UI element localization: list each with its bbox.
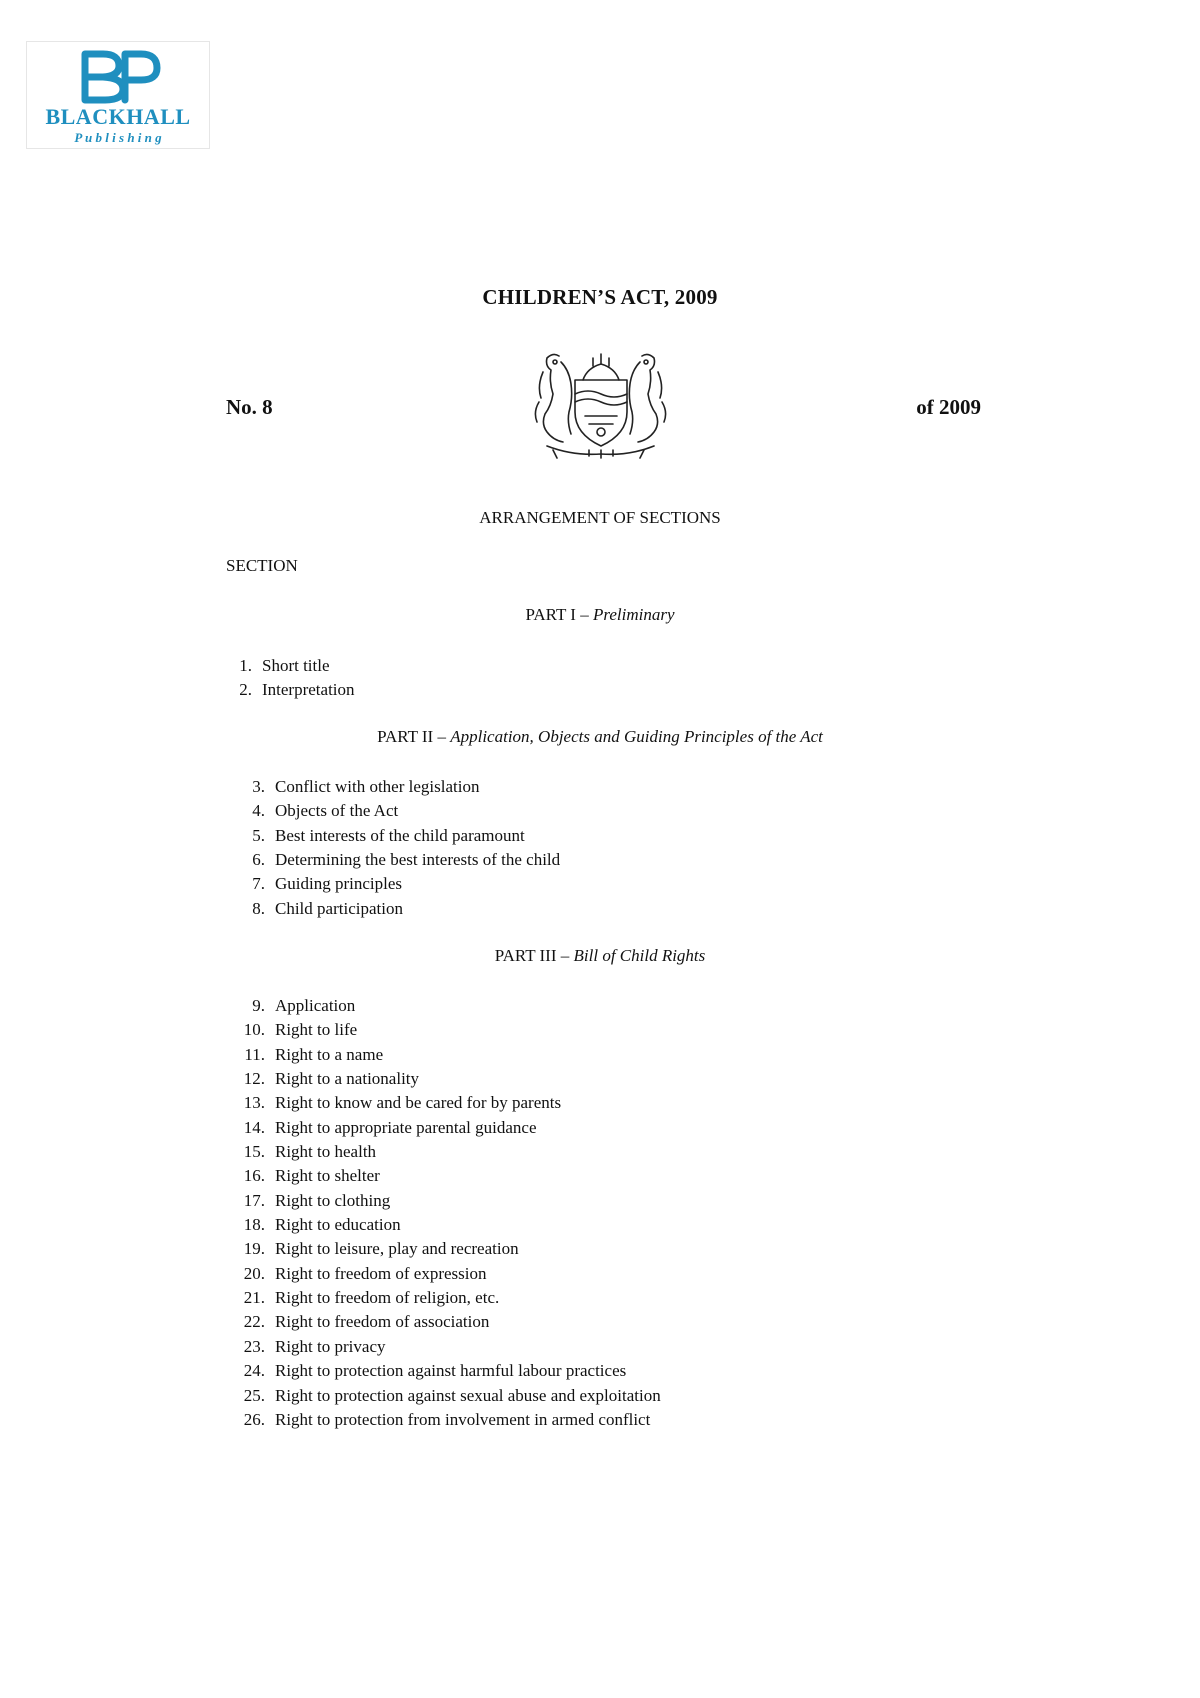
list-item xyxy=(243,1384,661,1408)
section-number: 1. xyxy=(239,656,252,675)
list-item xyxy=(243,1262,661,1286)
part-heading xyxy=(0,605,1200,625)
section-number: 8. xyxy=(252,898,265,918)
section-title: Right to freedom of expression xyxy=(275,1263,487,1283)
part-prefix: PART I – xyxy=(525,605,593,624)
logo-subtitle: P u b l i s h i n g xyxy=(74,130,162,145)
section-title: Determining the best interests of the child xyxy=(275,850,561,870)
list-item xyxy=(243,1140,661,1164)
section-title: Right to appropriate parental guidance xyxy=(275,1117,537,1137)
section-title: Objects of the Act xyxy=(275,801,399,821)
section-title: Right to protection against harmful labour practices xyxy=(275,1361,627,1381)
section-list xyxy=(252,775,561,921)
list-item xyxy=(252,848,561,872)
list-item xyxy=(243,1335,661,1359)
part-heading xyxy=(0,727,1200,747)
section-number: 11. xyxy=(244,1044,265,1064)
section-number: 20. xyxy=(243,1263,265,1283)
section-number: 10. xyxy=(243,1020,265,1040)
list-item xyxy=(243,1213,661,1237)
list-item xyxy=(243,1164,661,1188)
section-number: 22. xyxy=(243,1312,265,1332)
list-item xyxy=(252,897,560,921)
section-number: 17. xyxy=(243,1190,265,1210)
section-title: Best interests of the child paramount xyxy=(275,825,525,845)
section-number: 13. xyxy=(243,1093,265,1113)
section-title: Right to protection from involvement in armed conflict xyxy=(275,1409,651,1429)
list-item xyxy=(252,872,560,896)
section-list xyxy=(239,654,355,703)
section-title: Right to a nationality xyxy=(275,1069,420,1089)
section-title: Interpretation xyxy=(262,680,355,700)
section-title: Child participation xyxy=(275,898,403,918)
section-column-label: SECTION xyxy=(226,556,298,575)
section-title: Conflict with other legislation xyxy=(275,777,480,796)
section-title: Right to leisure, play and recreation xyxy=(275,1239,519,1259)
section-number: 16. xyxy=(243,1166,265,1186)
logo-name: BLACKHALL xyxy=(45,104,191,129)
part-prefix: PART III – xyxy=(494,946,574,965)
section-title: Right to health xyxy=(275,1142,377,1162)
list-item xyxy=(243,1018,661,1042)
list-item xyxy=(252,824,560,848)
section-number: 23. xyxy=(243,1336,265,1356)
list-item xyxy=(243,1091,661,1115)
section-list xyxy=(243,994,661,1432)
list-item xyxy=(243,1189,661,1213)
section-number: 21. xyxy=(243,1288,265,1308)
section-title: Right to a name xyxy=(275,1044,384,1064)
list-item xyxy=(243,1408,661,1432)
section-title: Right to know and be cared for by parents xyxy=(275,1093,562,1113)
list-item xyxy=(252,775,560,799)
section-title: Right to protection against sexual abuse and exploitation xyxy=(275,1385,661,1405)
section-number: 19. xyxy=(243,1239,265,1259)
section-title: Right to freedom of association xyxy=(275,1312,490,1332)
section-number: 4. xyxy=(252,801,265,821)
section-number: 3. xyxy=(252,777,265,796)
list-item xyxy=(243,1067,661,1091)
section-title: Right to education xyxy=(275,1215,401,1235)
section-title: Right to privacy xyxy=(275,1336,386,1356)
act-number: No. 8 xyxy=(226,395,273,419)
section-title: Right to clothing xyxy=(275,1190,391,1210)
part-title: Application, Objects and Guiding Principles of the Act xyxy=(450,727,823,746)
blackhall-logo-icon xyxy=(27,42,209,148)
coat-of-arms-icon xyxy=(523,342,678,462)
list-item xyxy=(243,1359,661,1383)
section-title: Right to shelter xyxy=(275,1166,380,1186)
list-item xyxy=(252,799,560,823)
list-item xyxy=(252,994,661,1018)
section-number: 18. xyxy=(243,1215,265,1235)
list-item xyxy=(243,1310,661,1334)
section-number: 12. xyxy=(243,1069,265,1089)
section-number: 26. xyxy=(243,1409,265,1429)
section-number: 5. xyxy=(252,825,265,845)
section-number: 6. xyxy=(252,850,265,870)
part-title: Bill of Child Rights xyxy=(573,946,706,965)
list-item xyxy=(239,654,355,678)
section-number: 2. xyxy=(239,680,252,700)
section-title: Right to freedom of religion, etc. xyxy=(275,1288,500,1308)
publisher-logo xyxy=(26,41,210,149)
section-title: Short title xyxy=(262,656,330,675)
section-number: 24. xyxy=(243,1361,265,1381)
section-title: Right to life xyxy=(275,1020,358,1040)
section-title: Guiding principles xyxy=(275,874,403,894)
list-item xyxy=(243,1286,661,1310)
act-year: of 2009 xyxy=(916,395,981,419)
part-prefix: PART II – xyxy=(377,727,451,746)
list-item xyxy=(239,678,355,702)
section-number: 7. xyxy=(252,874,265,894)
act-title: CHILDREN’S ACT, 2009 xyxy=(482,285,718,309)
section-number: 14. xyxy=(243,1117,265,1137)
section-number: 15. xyxy=(243,1142,265,1162)
part-title: Preliminary xyxy=(592,605,675,624)
section-number: 9. xyxy=(252,996,265,1015)
part-heading xyxy=(0,946,1200,966)
arrangement-heading: ARRANGEMENT OF SECTIONS xyxy=(479,508,721,527)
list-item xyxy=(244,1043,661,1067)
section-number: 25. xyxy=(243,1385,265,1405)
list-item xyxy=(243,1116,661,1140)
list-item xyxy=(243,1237,661,1261)
section-title: Application xyxy=(275,996,356,1015)
